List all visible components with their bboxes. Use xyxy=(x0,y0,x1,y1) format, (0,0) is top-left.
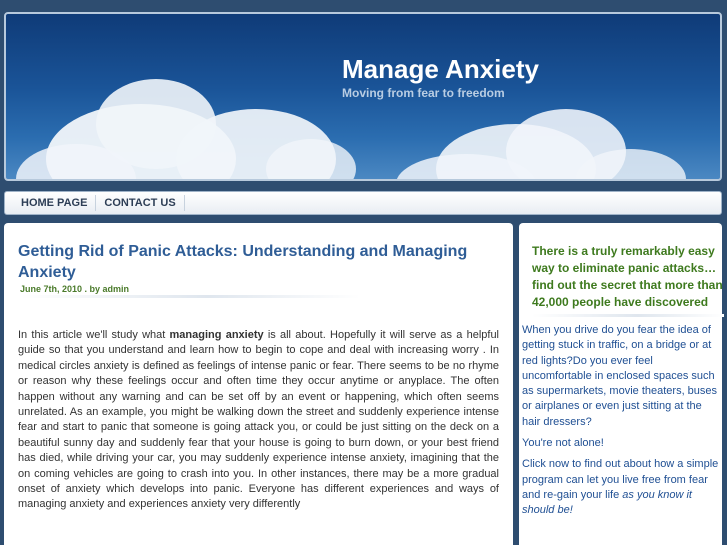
post-body-text: In this article we'll study what xyxy=(18,329,170,341)
site-title-link[interactable]: Manage Anxiety xyxy=(342,54,539,84)
sidebar-cta-italic: as you know it should be! xyxy=(522,488,692,517)
site-tagline: Moving from fear to freedom xyxy=(342,86,505,100)
post-meta: June 7th, 2010 . by admin xyxy=(20,284,360,298)
sidebar-cta-text: Click now to find out about how a simple program can let you live free from fear and re-gain your life xyxy=(522,458,719,501)
sidebar-cta-paragraph xyxy=(522,457,722,518)
post-body xyxy=(18,328,499,513)
nav-item-home[interactable]: HOME PAGE xyxy=(13,195,96,211)
main-nav xyxy=(4,191,722,215)
sidebar-paragraph: When you drive do you fear the idea of getting stuck in traffic, on a bridge or at red lights?Do you ever feel uncomfortable in enclosed spaces such as supermarkets, movie theaters, buses or airplanes or even just sitting at the hair dressers? xyxy=(522,324,718,428)
post-body-text: is all about. Hopefully it will serve as a helpful guide so that you understand and learn how to begin to cope and deal with increasing worry . In medical circles anxiety is defined as feelings of intense panic or fear. There seems to be no rhyme or reason why these feelings occur and often time they occur anytime or anyplace. The often happen without any warning and can be set off by an event or happening, which often seems unrelated. As an example, you might be walking down the street and suddenly experience intense fear and start to panic that someone is going attack you, or could be just sitting on the deck on a beautiful sunny day and suddenly fear that your house is going to burn down, or your best friend has died, while driving your car, you may suddenly experience intense anxiety, imagining that the on coming vehicles are going to crash into you. In other instances, there may be a more gradual onset of anxiety which develops into panic. Everyone has different experiences and ways of managing anxiety and experiences anxiety very differently xyxy=(18,329,500,511)
nav-item-contact[interactable]: CONTACT US xyxy=(96,195,184,211)
sidebar-paragraph: You're not alone! xyxy=(522,437,604,450)
sidebar-heading: There is a truly remarkably easy way to eliminate panic attacks… find out the secret that more than 42,000 people have discovered xyxy=(532,243,724,317)
header-banner xyxy=(4,12,722,181)
post-title-link[interactable]: Getting Rid of Panic Attacks: Understanding and Managing Anxiety xyxy=(18,243,468,281)
sidebar xyxy=(519,223,722,545)
main-content xyxy=(4,223,513,545)
post-body-keyword: managing anxiety xyxy=(169,329,264,341)
